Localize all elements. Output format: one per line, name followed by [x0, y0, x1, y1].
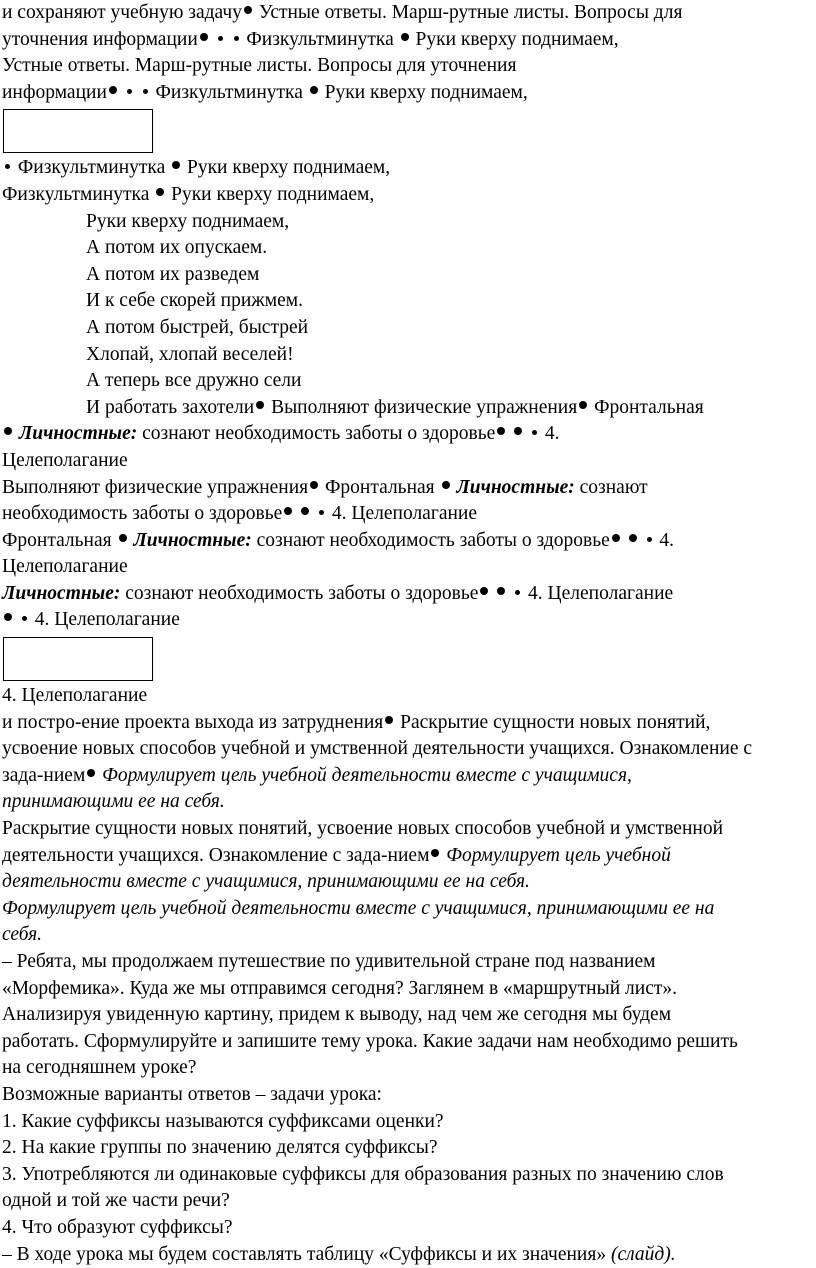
text-line: Анализируя увиденную картину, придем к выводу, над чем же сегодня мы будем: [2, 1004, 672, 1026]
text-line: и сохраняют учебную задачу Устные ответы. Марш-рутные листы. Вопросы для: [2, 2, 683, 23]
bullet-icon: [514, 427, 522, 435]
bullet-icon: [647, 537, 652, 542]
bullet-icon: [612, 534, 620, 542]
text-line: Личностные: сознают необходимость заботы о здоровье 4.: [2, 421, 812, 448]
text-line: уточнения информации Физкультминутка Руки кверху поднимаем,: [2, 28, 619, 50]
bullet-icon: [497, 427, 505, 435]
text-line: на сегодняшнем уроке?: [2, 1057, 197, 1079]
bullet-icon: [4, 427, 12, 435]
bullet-icon: [497, 587, 505, 595]
bullet-icon: [87, 769, 95, 777]
poem-line: А потом быстрей, быстрей: [86, 316, 309, 338]
text-line: деятельности учащихся. Ознакомление с зада-нием Формулирует цель учебной: [2, 844, 671, 866]
bullet-icon: [515, 590, 520, 595]
bullet-icon: [532, 430, 537, 435]
poem-line: Руки кверху поднимаем,: [86, 210, 290, 232]
poem-line: А потом их опускаем.: [86, 237, 268, 259]
bullet-icon: [310, 481, 318, 489]
poem-line: И работать захотели Выполняют физические упражнения Фронтальная: [86, 396, 704, 418]
text-line: работать. Сформулируйте и запишите тему урока. Какие задачи нам необходимо решить: [2, 1030, 738, 1052]
bullet-icon: [385, 716, 393, 724]
text-line: Личностные: сознают необходимость заботы о здоровье 4. Целеполагание: [2, 582, 674, 604]
text-line: себя.: [2, 924, 43, 946]
text-line: и постро-ение проекта выхода из затруднения Раскрытие сущности новых понятий,: [2, 711, 711, 733]
text-line: Возможные варианты ответов – задачи урока:: [2, 1083, 382, 1105]
empty-box: [3, 109, 153, 153]
bullet-icon: [480, 587, 488, 595]
poem-line: А теперь все дружно сели: [86, 370, 302, 392]
bullet-icon: [127, 89, 132, 94]
bullet-icon: [4, 613, 12, 621]
list-item: 1. Какие суффиксы называются суффиксами оценки?: [2, 1110, 444, 1132]
bullet-icon: [256, 401, 264, 409]
text-line: Физкультминутка Руки кверху поднимаем,: [2, 155, 812, 182]
text-line: усвоение новых способов учебной и умственной деятельности учащихся. Ознакомление с: [2, 738, 753, 760]
empty-box: [3, 637, 153, 681]
poem-line: Хлопай, хлопай веселей!: [86, 343, 294, 365]
bullet-icon: [200, 33, 208, 41]
bullet-icon: [156, 188, 164, 196]
bullet-icon: [284, 507, 292, 515]
text-line: необходимость заботы о здоровье 4. Целеполагание: [2, 503, 478, 525]
bullet-icon: [401, 33, 409, 41]
bullet-icon: [310, 86, 318, 94]
poem-line: А потом их разведем: [86, 263, 260, 285]
text-line: Раскрытие сущности новых понятий, усвоение новых способов учебной и умственной: [2, 818, 724, 840]
bullet-icon: [319, 510, 324, 515]
text-line: 4. Целеполагание: [2, 685, 148, 707]
text-line: деятельности вместе с учащимися, принимающими ее на себя.: [2, 871, 530, 893]
text-line: Устные ответы. Марш-рутные листы. Вопросы для уточнения: [2, 55, 517, 77]
bullet-icon: [5, 164, 10, 169]
text-line: – Ребята, мы продолжаем путешествие по удивительной стране под названием: [2, 951, 656, 972]
text-line: 4. Целеполагание: [2, 607, 812, 634]
text-line: «Морфемика». Куда же мы отправимся сегодня? Заглянем в «маршрутный лист».: [2, 977, 677, 999]
text-line: Фронтальная Личностные: сознают необходимость заботы о здоровье 4.: [2, 529, 675, 551]
bullet-icon: [143, 89, 148, 94]
text-line: Целеполагание: [2, 449, 128, 471]
bullet-icon: [579, 401, 587, 409]
poem-line: И к себе скорей прижмем.: [86, 290, 303, 312]
text-line: – В ходе урока мы будем составлять таблицу «Суффиксы и их значения» (слайд).: [2, 1243, 676, 1265]
bullet-icon: [109, 86, 117, 94]
list-item: 2. На какие группы по значению делятся суффиксы?: [2, 1137, 438, 1159]
text-line: информации Физкультминутка Руки кверху поднимаем,: [2, 81, 528, 103]
text-line: Выполняют физические упражнения Фронтальная Личностные: сознают: [2, 476, 648, 498]
list-item: 3. Употребляются ли одинаковые суффиксы для образования разных по значению слов: [2, 1163, 724, 1185]
text-line: Физкультминутка Руки кверху поднимаем,: [2, 183, 375, 205]
text-line: Формулирует цель учебной деятельности вместе с учащимися, принимающими ее на: [2, 897, 715, 919]
text-line: принимающими ее на себя.: [2, 791, 225, 813]
bullet-icon: [442, 481, 450, 489]
bullet-icon: [244, 6, 252, 14]
text-line: Целеполагание: [2, 556, 128, 578]
bullet-icon: [629, 534, 637, 542]
bullet-icon: [22, 616, 27, 621]
list-item: одной и той же части речи?: [2, 1190, 230, 1212]
list-item: 4. Что образуют суффиксы?: [2, 1216, 233, 1238]
bullet-icon: [172, 161, 180, 169]
bullet-icon: [218, 36, 223, 41]
text-line: зада-нием Формулирует цель учебной деятельности вместе с учащимися,: [2, 764, 632, 786]
bullet-icon: [234, 36, 239, 41]
bullet-icon: [119, 534, 127, 542]
bullet-icon: [431, 849, 439, 857]
bullet-icon: [301, 507, 309, 515]
